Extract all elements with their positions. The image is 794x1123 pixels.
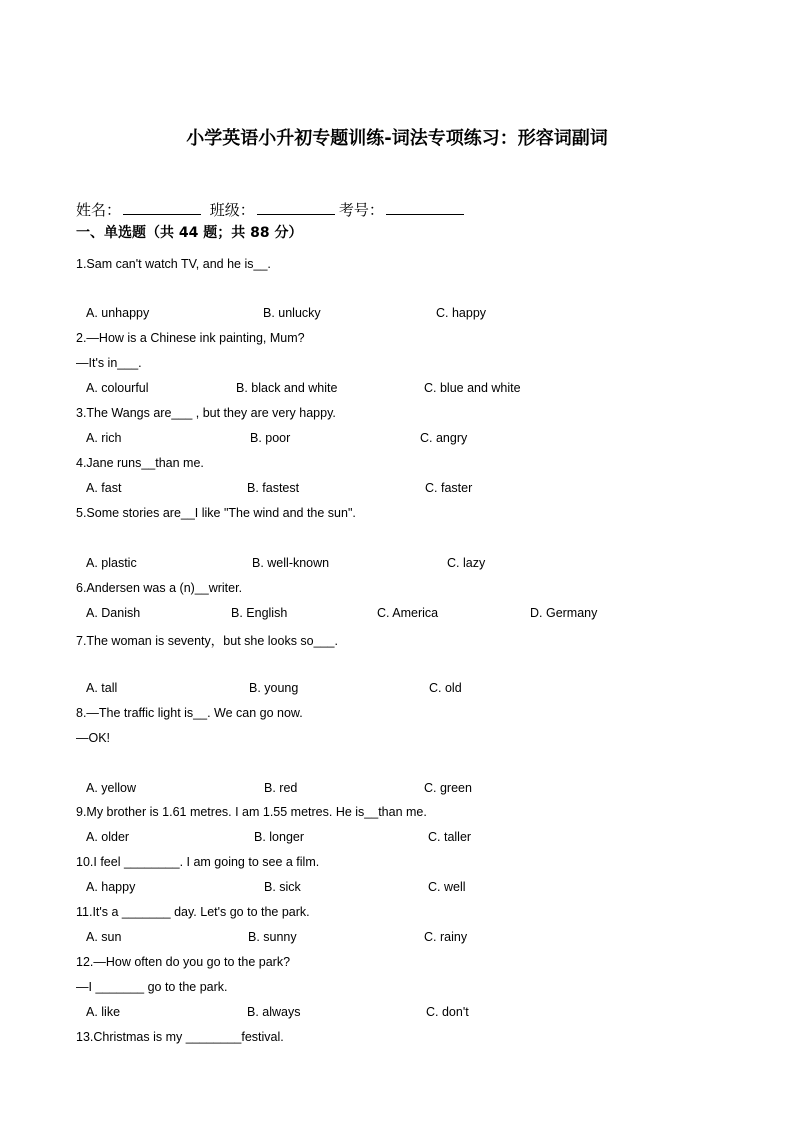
name-blank [123, 200, 201, 215]
option-7c: C. old [429, 681, 462, 695]
number-label: 考号： [338, 201, 384, 219]
option-6a: A. Danish [86, 606, 141, 620]
option-9c: C. taller [428, 830, 472, 844]
student-info-row [76, 199, 468, 220]
question-stem-6: 6.Andersen was a (n)__writer. [76, 581, 243, 595]
option-7a: A. tall [86, 681, 118, 695]
option-2a: A. colourful [86, 381, 149, 395]
option-5b: B. well-known [252, 556, 330, 570]
option-10a: A. happy [86, 880, 136, 894]
question-stem-9: 9.My brother is 1.61 metres. I am 1.55 metres. He is__than me. [76, 805, 427, 819]
question-stem-7: 7.The woman is seventy，but she looks so___. [76, 634, 338, 648]
option-12b: B. always [247, 1005, 301, 1019]
question-stem-13: 13.Christmas is my ________festival. [76, 1030, 284, 1044]
question-stem-5: 5.Some stories are__I like "The wind and the sun". [76, 506, 356, 520]
question-stem-10: 10.I feel ________. I am going to see a film. [76, 855, 320, 869]
option-12a: A. like [86, 1005, 121, 1019]
option-11a: A. sun [86, 930, 122, 944]
option-5a: A. plastic [86, 556, 137, 570]
class-blank [257, 200, 335, 215]
option-1b: B. unlucky [263, 306, 321, 320]
option-3a: A. rich [86, 431, 122, 445]
option-9a: A. older [86, 830, 130, 844]
option-10b: B. sick [264, 880, 301, 894]
option-3c: C. angry [420, 431, 468, 445]
option-11c: C. rainy [424, 930, 468, 944]
option-1a: A. unhappy [86, 306, 150, 320]
option-12c: C. don't [426, 1005, 469, 1019]
question-stem-12-reply: —I _______ go to the park. [76, 980, 228, 994]
section-heading: 一、单选题（共 44 题；共 88 分） [76, 225, 303, 241]
question-stem-8-reply: —OK! [76, 731, 111, 745]
number-blank [386, 200, 464, 215]
question-stem-8: 8.—The traffic light is__. We can go now. [76, 706, 303, 720]
question-stem-2-reply: —It's in___. [76, 356, 142, 370]
option-8a: A. yellow [86, 781, 137, 795]
option-3b: B. poor [250, 431, 291, 445]
option-2b: B. black and white [236, 381, 338, 395]
name-label: 姓名： [76, 201, 122, 219]
option-7b: B. young [249, 681, 299, 695]
option-10c: C. well [428, 880, 466, 894]
question-stem-3: 3.The Wangs are___ , but they are very happy. [76, 406, 336, 420]
question-stem-4: 4.Jane runs__than me. [76, 456, 204, 470]
option-8b: B. red [264, 781, 298, 795]
option-4c: C. faster [425, 481, 473, 495]
question-stem-11: 11.It's a _______ day. Let's go to the park. [76, 905, 310, 919]
option-11b: B. sunny [248, 930, 297, 944]
question-stem-12: 12.—How often do you go to the park? [76, 955, 291, 969]
page-title: 小学英语小升初专题训练-词法专项练习：形容词副词 [186, 128, 608, 149]
option-8c: C. green [424, 781, 472, 795]
option-6d: D. Germany [530, 606, 598, 620]
option-6b: B. English [231, 606, 288, 620]
option-5c: C. lazy [447, 556, 486, 570]
question-stem-1: 1.Sam can't watch TV, and he is__. [76, 257, 271, 271]
option-4b: B. fastest [247, 481, 300, 495]
option-1c: C. happy [436, 306, 487, 320]
option-4a: A. fast [86, 481, 122, 495]
question-stem-2: 2.—How is a Chinese ink painting, Mum? [76, 331, 305, 345]
class-label: 班级： [209, 201, 255, 219]
option-2c: C. blue and white [424, 381, 521, 395]
option-9b: B. longer [254, 830, 305, 844]
option-6c: C. America [377, 606, 439, 620]
